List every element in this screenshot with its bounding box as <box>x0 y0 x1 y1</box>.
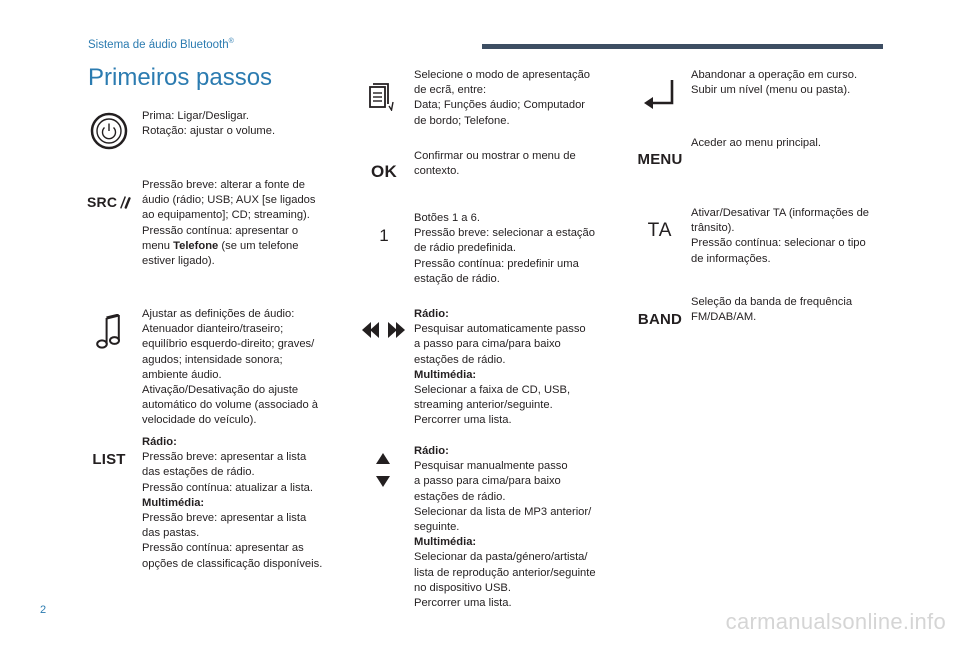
ta-description: Ativar/Desativar TA (informações de trânsito). Pressão contínua: selecionar o tipo de informações. <box>691 207 870 265</box>
page-number: 2 <box>40 604 47 616</box>
src-description: Pressão breve: alterar a fonte de áudio (rádio; USB; AUX [se ligados ao equipamento]; CD; streaming). Pressão contínua: apresentar o menu Telefone (se um telefone estiver ligado). <box>142 179 316 268</box>
ok-button-icon: OK <box>371 162 397 181</box>
display-mode-description: Selecione o modo de apresentação de ecrã, entre: Data; Funções áudio; Computador de bordo; Telefone. <box>414 69 591 127</box>
ok-description: Confirmar ou mostrar o menu de contexto. <box>414 150 576 178</box>
seek-arrows-icon <box>362 320 406 340</box>
band-button-icon: BAND <box>637 310 683 328</box>
up-down-arrows-icon <box>374 452 392 488</box>
power-knob-icon <box>89 111 129 151</box>
band-description: Seleção da banda de frequência FM/DAB/AM. <box>691 296 853 324</box>
header-bar <box>482 44 883 49</box>
list-description: Rádio: Pressão breve: apresentar a lista das estações de rádio. Pressão contínua: atualizar a lista. Multimédia: Pressão breve: apresentar a lista das pastas. Pressão contínua: apresentar as opções de classificação disponíveis. <box>142 436 323 570</box>
back-description: Abandonar a operação em curso. Subir um nível (menu ou pasta). <box>691 69 858 97</box>
page-title: Primeiros passos <box>88 64 273 91</box>
preset-buttons-icon: 1 <box>379 226 389 245</box>
seek-description: Rádio: Pesquisar automaticamente passo a passo para cima/para baixo estações de rádio. Multimédia: Selecionar a faixa de CD, USB, streaming anterior/seguinte. Percorrer uma lista. <box>414 308 586 427</box>
list-button-icon: LIST <box>92 450 126 468</box>
ta-button-icon: TA <box>647 220 673 241</box>
src-phone-icon: SRC <box>87 193 131 211</box>
audio-settings-description: Ajustar as definições de áudio: Atenuador dianteiro/traseiro; equilíbrio esquerdo-direito; graves/ agudos; intensidade sonora; ambiente áudio. Ativação/Desativação do ajuste automático do volume (associado à velocidade do veículo). <box>142 308 318 427</box>
back-arrow-icon <box>640 75 680 113</box>
music-note-icon <box>92 312 124 352</box>
up-down-description: Rádio: Pesquisar manualmente passo a passo para cima/para baixo estações de rádio. Selecionar da lista de MP3 anterior/ seguinte. Multimédia: Selecionar da pasta/género/artista/ lista de reprodução anterior/seguinte no dispositivo USB. Percorrer uma lista. <box>414 445 596 610</box>
section-title: Sistema de áudio Bluetooth® <box>88 38 234 51</box>
display-mode-icon <box>366 80 396 112</box>
watermark: carmanualsonline.info <box>725 609 946 634</box>
power-description: Prima: Ligar/Desligar. Rotação: ajustar o volume. <box>142 110 276 138</box>
presets-description: Botões 1 a 6. Pressão breve: selecionar a estação de rádio predefinida. Pressão contínua: predefinir uma estação de rádio. <box>414 212 595 285</box>
menu-description: Aceder ao menu principal. <box>691 137 821 149</box>
menu-button-icon: MENU <box>637 150 683 168</box>
